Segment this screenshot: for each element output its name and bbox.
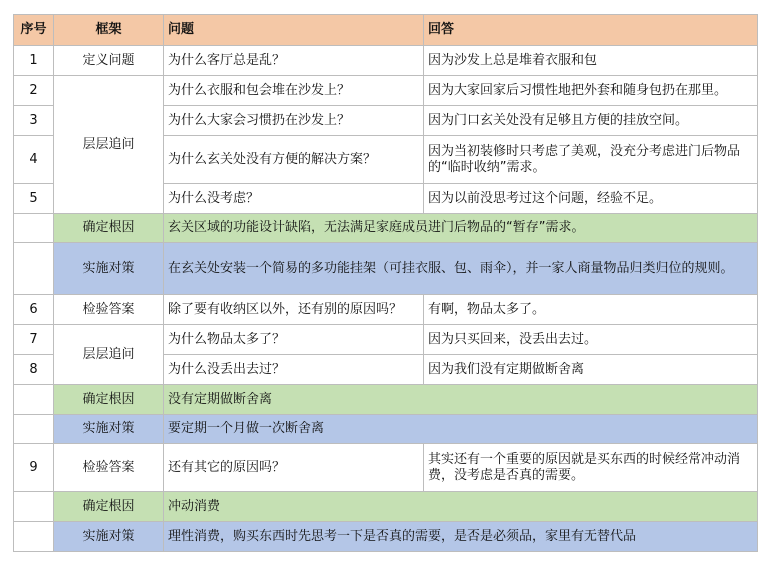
root-cause-row xyxy=(14,214,758,243)
header-answer: 回答 xyxy=(424,15,758,46)
row-answer: 因为沙发上总是堆着衣服和包 xyxy=(424,46,758,76)
row-seq: 2 xyxy=(14,76,54,106)
row-framework: 确定根因 xyxy=(54,492,164,522)
table-header-row xyxy=(14,15,758,46)
five-whys-table-container xyxy=(13,14,758,552)
table-row xyxy=(14,444,758,492)
row-question: 为什么没丢出去过？ xyxy=(164,355,424,385)
header-seq: 序号 xyxy=(14,15,54,46)
row-content: 冲动消费 xyxy=(164,492,758,522)
row-seq: 8 xyxy=(14,355,54,385)
row-content: 玄关区域的功能设计缺陷，无法满足家庭成员进门后物品的“暂存”需求。 xyxy=(164,214,758,243)
row-answer: 因为当初装修时只考虑了美观，没充分考虑进门后物品的“临时收纳”需求。 xyxy=(424,136,758,184)
row-seq xyxy=(14,492,54,522)
row-seq: 1 xyxy=(14,46,54,76)
row-seq xyxy=(14,243,54,295)
row-seq: 5 xyxy=(14,184,54,214)
row-framework: 检验答案 xyxy=(54,444,164,492)
row-question: 为什么没考虑？ xyxy=(164,184,424,214)
row-framework: 定义问题 xyxy=(54,46,164,76)
row-answer: 因为以前没思考过这个问题，经验不足。 xyxy=(424,184,758,214)
table-row xyxy=(14,295,758,325)
header-framework: 框架 xyxy=(54,15,164,46)
countermeasure-row xyxy=(14,243,758,295)
row-seq xyxy=(14,385,54,415)
row-question: 还有其它的原因吗？ xyxy=(164,444,424,492)
table-row xyxy=(14,46,758,76)
row-seq: 3 xyxy=(14,106,54,136)
row-seq xyxy=(14,214,54,243)
row-framework: 实施对策 xyxy=(54,415,164,444)
row-framework: 确定根因 xyxy=(54,214,164,243)
row-content: 在玄关处安装一个简易的多功能挂架（可挂衣服、包、雨伞），并一家人商量物品归类归位的规则。 xyxy=(164,243,758,295)
row-answer: 因为我们没有定期做断舍离 xyxy=(424,355,758,385)
row-seq: 4 xyxy=(14,136,54,184)
five-whys-table xyxy=(13,14,758,552)
row-question: 为什么物品太多了？ xyxy=(164,325,424,355)
row-framework: 确定根因 xyxy=(54,385,164,415)
header-question: 问题 xyxy=(164,15,424,46)
row-answer: 其实还有一个重要的原因就是买东西的时候经常冲动消费，没考虑是否真的需要。 xyxy=(424,444,758,492)
row-framework: 层层追问 xyxy=(54,325,164,385)
row-framework: 层层追问 xyxy=(54,76,164,214)
root-cause-row xyxy=(14,385,758,415)
row-question: 为什么大家会习惯扔在沙发上？ xyxy=(164,106,424,136)
row-framework: 实施对策 xyxy=(54,243,164,295)
row-seq: 9 xyxy=(14,444,54,492)
row-seq: 6 xyxy=(14,295,54,325)
row-content: 要定期一个月做一次断舍离 xyxy=(164,415,758,444)
row-question: 为什么客厅总是乱？ xyxy=(164,46,424,76)
table-row xyxy=(14,325,758,355)
row-answer: 因为只买回来，没丢出去过。 xyxy=(424,325,758,355)
countermeasure-row xyxy=(14,522,758,552)
row-seq: 7 xyxy=(14,325,54,355)
row-answer: 因为大家回家后习惯性地把外套和随身包扔在那里。 xyxy=(424,76,758,106)
countermeasure-row xyxy=(14,415,758,444)
row-answer: 因为门口玄关处没有足够且方便的挂放空间。 xyxy=(424,106,758,136)
row-question: 为什么衣服和包会堆在沙发上？ xyxy=(164,76,424,106)
row-answer: 有啊，物品太多了。 xyxy=(424,295,758,325)
row-seq xyxy=(14,522,54,552)
row-question: 除了要有收纳区以外，还有别的原因吗？ xyxy=(164,295,424,325)
row-framework: 实施对策 xyxy=(54,522,164,552)
row-seq xyxy=(14,415,54,444)
row-question: 为什么玄关处没有方便的解决方案？ xyxy=(164,136,424,184)
root-cause-row xyxy=(14,492,758,522)
row-framework: 检验答案 xyxy=(54,295,164,325)
row-content: 理性消费，购买东西时先思考一下是否真的需要，是否是必须品，家里有无替代品 xyxy=(164,522,758,552)
table-row xyxy=(14,76,758,106)
row-content: 没有定期做断舍离 xyxy=(164,385,758,415)
